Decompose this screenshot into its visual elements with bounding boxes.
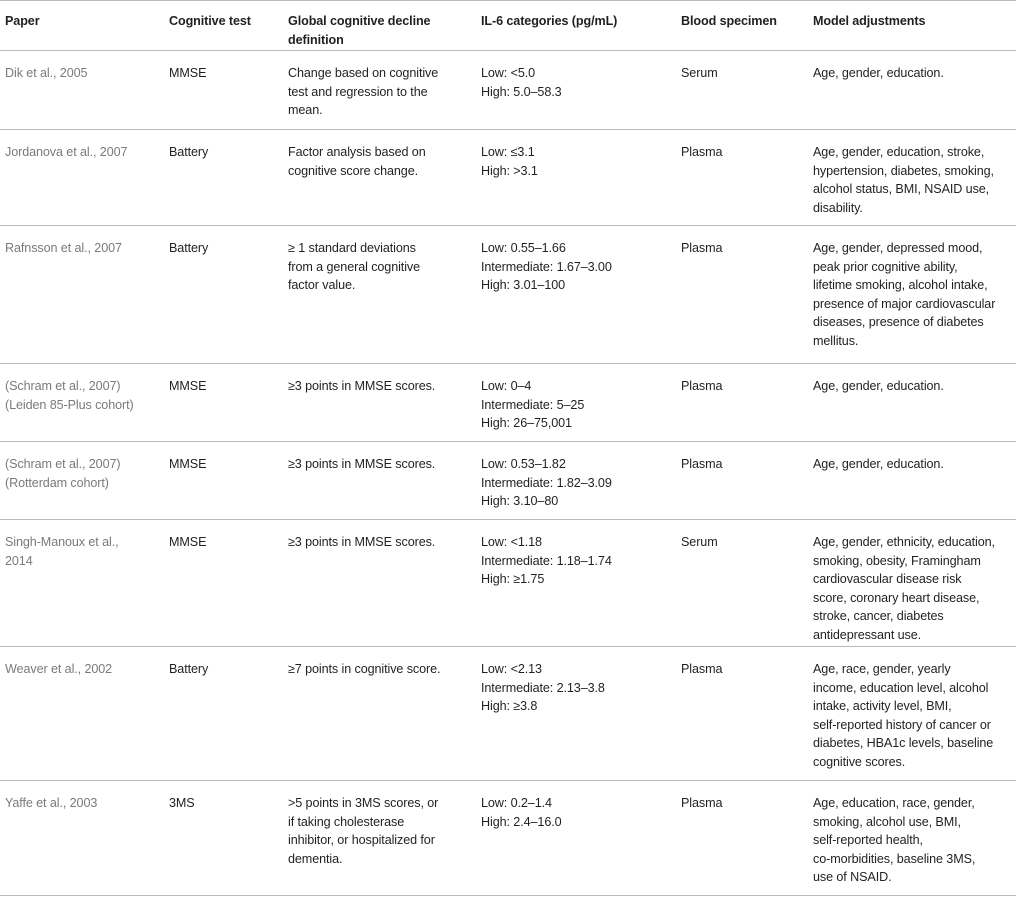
cell-line: self-reported history of cancer or bbox=[813, 717, 991, 732]
model-adjustments-cell bbox=[808, 130, 1016, 226]
cognitive-test-cell: 3MS bbox=[169, 796, 195, 810]
cell-line: stroke, cancer, diabetes bbox=[813, 609, 944, 623]
cell-line: (Schram et al., 2007) bbox=[5, 379, 121, 393]
il6-categories-cell bbox=[476, 51, 676, 130]
header-il6-categories: IL-6 categories (pg/mL) bbox=[481, 14, 618, 28]
il6-categories-cell bbox=[476, 647, 676, 781]
cell-line: Age, gender, ethnicity, education, bbox=[813, 535, 995, 549]
header-row bbox=[0, 1, 1016, 51]
paper-cell bbox=[0, 364, 164, 442]
cell-line: if taking cholesterase bbox=[288, 814, 405, 829]
cell-line: Age, gender, education. bbox=[813, 457, 944, 471]
cell-line: mellitus. bbox=[813, 333, 859, 348]
cell-line: antidepressant use. bbox=[813, 627, 922, 642]
blood-specimen-cell: Serum bbox=[681, 535, 718, 549]
cell-line: hypertension, diabetes, smoking, bbox=[813, 163, 994, 178]
cell-line: Dik et al., 2005 bbox=[5, 66, 88, 80]
cell-line: self-reported health, bbox=[813, 833, 923, 847]
blood-specimen-cell: Plasma bbox=[681, 662, 723, 676]
cell-line: disability. bbox=[813, 200, 863, 215]
blood-specimen-cell: Plasma bbox=[681, 241, 723, 255]
header-blood-specimen: Blood specimen bbox=[681, 14, 777, 28]
cell-line: dementia. bbox=[288, 851, 343, 866]
cell-line: Singh-Manoux et al., bbox=[5, 535, 119, 549]
model-adjustments-cell bbox=[808, 781, 1016, 896]
decline-definition-cell bbox=[283, 781, 476, 896]
cell-line: High: 3.01–100 bbox=[481, 278, 566, 292]
cell-line: co-morbidities, baseline 3MS, bbox=[813, 851, 976, 866]
cell-line: High: ≥3.8 bbox=[481, 699, 538, 713]
paper-cell bbox=[0, 226, 164, 364]
cell-line: test and regression to the bbox=[288, 84, 428, 99]
il6-categories-cell bbox=[476, 781, 676, 896]
decline-definition-cell bbox=[283, 364, 476, 442]
paper-cell bbox=[0, 647, 164, 781]
cell-line: (Schram et al., 2007) bbox=[5, 457, 121, 471]
table-row bbox=[0, 51, 1016, 130]
cognitive-test-cell: Battery bbox=[169, 241, 209, 255]
paper-cell bbox=[0, 130, 164, 226]
cell-line: Age, gender, education. bbox=[813, 66, 944, 80]
cell-line: presence of major cardiovascular bbox=[813, 296, 996, 311]
cell-line: ≥3 points in MMSE scores. bbox=[288, 379, 436, 393]
cell-line: Age, education, race, gender, bbox=[813, 796, 975, 810]
cell-line: Factor analysis based on bbox=[288, 145, 426, 159]
model-adjustments-cell bbox=[808, 364, 1016, 442]
cell-line: mean. bbox=[288, 103, 323, 117]
header-line: definition bbox=[288, 32, 344, 47]
model-adjustments-cell bbox=[808, 51, 1016, 130]
cell-line: (Leiden 85-Plus cohort) bbox=[5, 397, 134, 412]
cell-line: Rafnsson et al., 2007 bbox=[5, 241, 122, 255]
cell-line: Age, gender, education, stroke, bbox=[813, 145, 985, 159]
header-cognitive-test: Cognitive test bbox=[169, 14, 251, 28]
cell-line: Intermediate: 2.13–3.8 bbox=[481, 680, 605, 695]
il6-categories-cell bbox=[476, 442, 676, 520]
cognitive-test-cell: MMSE bbox=[169, 457, 207, 471]
cell-line: Low: ≤3.1 bbox=[481, 145, 535, 159]
cell-line: Low: 0.2–1.4 bbox=[481, 796, 552, 810]
cell-line: High: 3.10–80 bbox=[481, 494, 559, 508]
header-model-adjustments: Model adjustments bbox=[813, 14, 926, 28]
blood-specimen-cell: Plasma bbox=[681, 379, 723, 393]
il6-categories-cell bbox=[476, 364, 676, 442]
table-row bbox=[0, 130, 1016, 226]
table-row bbox=[0, 520, 1016, 647]
cognitive-test-cell: MMSE bbox=[169, 379, 207, 393]
cell-line: intake, activity level, BMI, bbox=[813, 699, 952, 713]
cell-line: Intermediate: 1.67–3.00 bbox=[481, 259, 612, 274]
cell-line: smoking, alcohol use, BMI, bbox=[813, 814, 961, 829]
cell-line: factor value. bbox=[288, 278, 356, 292]
cell-line: use of NSAID. bbox=[813, 870, 892, 884]
blood-specimen-cell: Serum bbox=[681, 66, 718, 80]
header-line: Global cognitive decline bbox=[288, 14, 431, 28]
cognitive-test-cell: Battery bbox=[169, 662, 209, 676]
cell-line: cardiovascular disease risk bbox=[813, 572, 962, 586]
paper-cell bbox=[0, 520, 164, 647]
cell-line: Low: <1.18 bbox=[481, 535, 542, 549]
cell-line: smoking, obesity, Framingham bbox=[813, 553, 981, 568]
blood-specimen-cell: Plasma bbox=[681, 145, 723, 159]
cognitive-test-cell: Battery bbox=[169, 145, 209, 159]
model-adjustments-cell bbox=[808, 442, 1016, 520]
il6-categories-cell bbox=[476, 520, 676, 647]
cell-line: score, coronary heart disease, bbox=[813, 590, 980, 605]
cell-line: diseases, presence of diabetes bbox=[813, 315, 984, 329]
cell-line: Yaffe et al., 2003 bbox=[5, 796, 98, 810]
table-row bbox=[0, 364, 1016, 442]
cell-line: Low: 0.55–1.66 bbox=[481, 241, 566, 255]
il6-categories-cell bbox=[476, 226, 676, 364]
cell-line: ≥ 1 standard deviations bbox=[288, 241, 416, 255]
decline-definition-cell bbox=[283, 647, 476, 781]
cell-line: ≥3 points in MMSE scores. bbox=[288, 457, 436, 471]
cell-line: Low: <5.0 bbox=[481, 66, 536, 80]
table-header bbox=[0, 1, 1016, 51]
cell-line: diabetes, HBA1c levels, baseline bbox=[813, 736, 994, 750]
cell-line: peak prior cognitive ability, bbox=[813, 259, 958, 274]
model-adjustments-cell bbox=[808, 647, 1016, 781]
paper-cell bbox=[0, 442, 164, 520]
cell-line: Change based on cognitive bbox=[288, 66, 439, 80]
decline-definition-cell bbox=[283, 51, 476, 130]
cell-line: High: ≥1.75 bbox=[481, 572, 545, 586]
table-row bbox=[0, 781, 1016, 896]
header-paper: Paper bbox=[5, 14, 40, 28]
cell-line: income, education level, alcohol bbox=[813, 680, 989, 695]
cell-line: High: 2.4–16.0 bbox=[481, 814, 562, 829]
cell-line: Low: <2.13 bbox=[481, 662, 542, 676]
cell-line: 2014 bbox=[5, 553, 33, 568]
cell-line: Age, gender, depressed mood, bbox=[813, 241, 983, 255]
cell-line: Weaver et al., 2002 bbox=[5, 662, 113, 676]
cognitive-test-cell: MMSE bbox=[169, 66, 207, 80]
cell-line: (Rotterdam cohort) bbox=[5, 475, 109, 490]
cell-line: cognitive scores. bbox=[813, 754, 906, 769]
table-body bbox=[0, 51, 1016, 896]
decline-definition-cell bbox=[283, 442, 476, 520]
cell-line: Jordanova et al., 2007 bbox=[5, 145, 128, 159]
cell-line: from a general cognitive bbox=[288, 259, 421, 274]
header-decline-definition bbox=[283, 1, 476, 51]
model-adjustments-cell bbox=[808, 226, 1016, 364]
blood-specimen-cell: Plasma bbox=[681, 796, 723, 810]
decline-definition-cell bbox=[283, 520, 476, 647]
cell-line: cognitive score change. bbox=[288, 163, 419, 178]
decline-definition-cell bbox=[283, 130, 476, 226]
cell-line: High: 5.0–58.3 bbox=[481, 84, 562, 99]
cell-line: Age, race, gender, yearly bbox=[813, 662, 951, 676]
model-adjustments-cell bbox=[808, 520, 1016, 647]
cell-line: lifetime smoking, alcohol intake, bbox=[813, 278, 988, 292]
cell-line: Low: 0–4 bbox=[481, 379, 532, 393]
paper-cell bbox=[0, 51, 164, 130]
cell-line: Intermediate: 5–25 bbox=[481, 397, 585, 412]
cell-line: High: 26–75,001 bbox=[481, 416, 572, 430]
table-row bbox=[0, 226, 1016, 364]
cell-line: ≥3 points in MMSE scores. bbox=[288, 535, 436, 549]
cell-line: inhibitor, or hospitalized for bbox=[288, 833, 435, 847]
table-row bbox=[0, 647, 1016, 781]
cell-line: >5 points in 3MS scores, or bbox=[288, 796, 439, 810]
cell-line: Intermediate: 1.82–3.09 bbox=[481, 475, 612, 490]
cognitive-test-cell: MMSE bbox=[169, 535, 207, 549]
cell-line: High: >3.1 bbox=[481, 163, 538, 178]
paper-cell bbox=[0, 781, 164, 896]
decline-definition-cell bbox=[283, 226, 476, 364]
cell-line: ≥7 points in cognitive score. bbox=[288, 662, 441, 676]
il6-categories-cell bbox=[476, 130, 676, 226]
cell-line: alcohol status, BMI, NSAID use, bbox=[813, 182, 990, 196]
table-row bbox=[0, 442, 1016, 520]
cell-line: Low: 0.53–1.82 bbox=[481, 457, 566, 471]
cell-line: Intermediate: 1.18–1.74 bbox=[481, 553, 612, 568]
cell-line: Age, gender, education. bbox=[813, 379, 944, 393]
blood-specimen-cell: Plasma bbox=[681, 457, 723, 471]
